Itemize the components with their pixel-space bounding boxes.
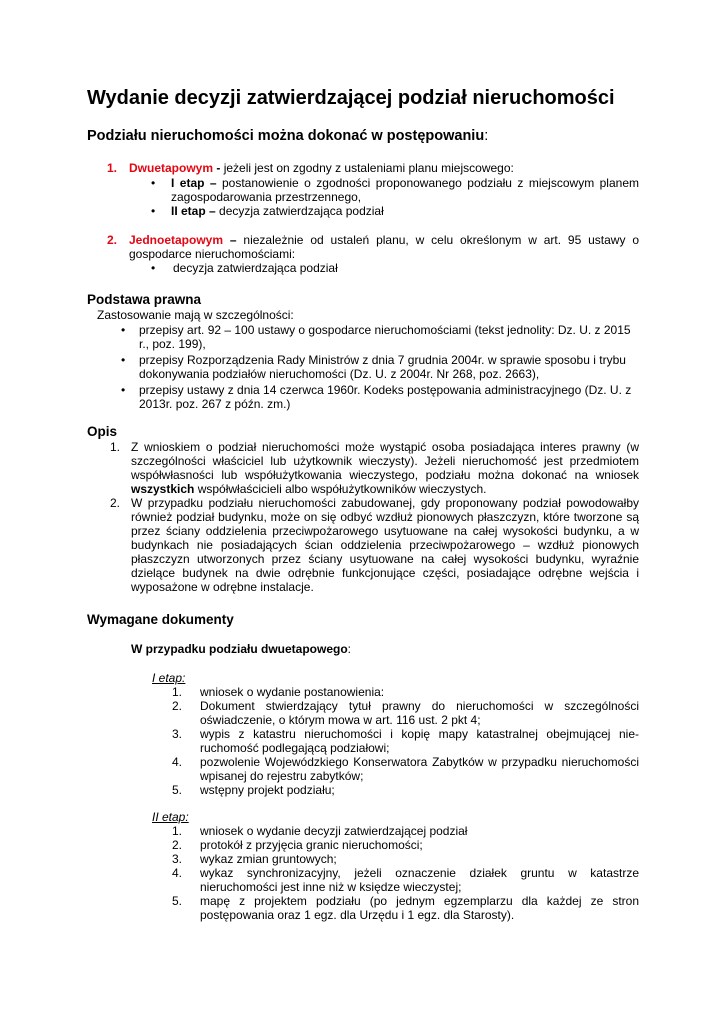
opis-text: W przypadku podziału nieruchomości zabudowanej, gdy proponowany podział powodowałby również podział budynku, może on się odbyć wzdłuż pionowych płaszczyzn, które tworzone są przez ściany oddzielenia przeciwpożarowego usytuowane na całej wysokości budynku, a w budynkach nie posiadających ścian oddzielenia przeciwpożarowego – wzdłuż pionowych płaszczyzn utworzonych przez ściany usytuowane na całej wysokości budynku, wyraźnie dzielące budynek na dwie odrębnie funkcjonujące części, posiadające odrębne wejścia i wyposażone w odrębne instalacje. xyxy=(131,496,639,594)
page-title: Wydanie decyzji zatwierdzającej podział nieruchomości xyxy=(87,87,615,109)
doc-text: pozwolenie Wojewódzkiego Konserwatora Zabytków w przypadku nieruchomości wpisanej do rejestru zabytków; xyxy=(200,755,639,783)
doc-number: 5. xyxy=(172,894,183,908)
doc-number: 3. xyxy=(172,852,183,866)
opis-item xyxy=(110,496,639,594)
doc-text: wniosek o wydanie postanowienia: xyxy=(200,685,385,699)
bullet-icon: • xyxy=(151,176,156,190)
bullet-text: postanowienie o zgodności proponowanego podziału z miejscowym planem zagospodarowania przestrzennego, xyxy=(171,176,639,204)
doc-item xyxy=(172,824,639,838)
doc-number: 2. xyxy=(172,699,183,713)
stage-1-label: I etap: xyxy=(152,671,186,685)
intro-heading xyxy=(87,127,488,145)
doc-item xyxy=(172,894,639,922)
bullet-icon: • xyxy=(121,323,126,337)
bullet-bold: I etap – xyxy=(171,176,217,190)
procedure-number: 2. xyxy=(107,233,118,247)
doc-text: Dokument stwierdzający tytuł prawny do nieruchomości w szczególności oświadczenie, o którym mowa w art. 116 ust. 2 pkt 4; xyxy=(200,699,639,727)
doc-item xyxy=(172,755,639,783)
procedure-item-1 xyxy=(107,161,639,218)
doc-number: 1. xyxy=(172,685,183,699)
bullet-item xyxy=(107,261,639,275)
doc-item xyxy=(172,838,639,852)
stage-1-list xyxy=(172,685,639,797)
procedure-desc: niezależnie od ustaleń planu, w celu określonym w art. 95 ustawy o gospodarce nieruchomościami: xyxy=(129,233,640,261)
bullet-text: decyzja zatwierdzająca podział xyxy=(173,261,338,275)
legal-heading: Podstawa prawna xyxy=(87,292,202,307)
legal-item-text: przepisy Rozporządzenia Rady Ministrów z dnia 7 grudnia 2004r. w sprawie sposobu i trybu dokonywania podziałów nieruchomości (Dz. U. z 2004r. Nr 268, poz. 2663), xyxy=(139,353,626,381)
procedure-separator: - xyxy=(213,161,224,175)
doc-text: wykaz zmian gruntowych; xyxy=(200,852,337,866)
bullet-icon: • xyxy=(151,204,156,218)
doc-text: wstępny projekt podziału; xyxy=(200,783,335,797)
bullet-icon: • xyxy=(121,383,126,397)
procedure-item-2 xyxy=(107,233,639,275)
procedure-name: Jednoetapowym xyxy=(129,233,224,247)
doc-text: wniosek o wydanie decyzji zatwierdzającej podział xyxy=(200,824,468,838)
opis-item xyxy=(110,440,639,496)
bullet-text: decyzja zatwierdzająca podział xyxy=(215,204,384,218)
bullet-icon: • xyxy=(121,353,126,367)
doc-item xyxy=(172,783,639,797)
doc-number: 5. xyxy=(172,783,183,797)
doc-number: 3. xyxy=(172,727,183,741)
doc-text: mapę z projektem podziału (po jednym egzemplarzu dla każdej ze stron postępowania oraz 1 egz. dla Urzędu i 1 egz. dla Starosty). xyxy=(200,894,639,922)
opis-text: Z wnioskiem o podział nieruchomości może wystąpić osoba posiadająca interes prawny (w szczególności właściciel lub użytkownik wieczysty). Jeżeli nieruchomość jest przedmiotem współwłasności lub współużytkowania wieczystego, podziału można dokonać na wniosek xyxy=(131,440,639,482)
legal-item-text: przepisy art. 92 – 100 ustawy o gospodarce nieruchomościami (tekst jednolity: Dz. U. z 2015 r., poz. 199), xyxy=(139,323,631,351)
doc-item xyxy=(172,727,639,755)
stage-2-label: II etap: xyxy=(152,810,189,824)
bullet-icon: • xyxy=(151,261,156,275)
doc-text: protokół z przyjęcia granic nieruchomości; xyxy=(200,838,423,852)
doc-number: 4. xyxy=(172,866,183,880)
doc-number: 2. xyxy=(172,838,183,852)
doc-item xyxy=(172,852,639,866)
stage-2-list xyxy=(172,824,639,922)
bullet-item xyxy=(107,176,639,204)
doc-text: wypis z katastru nieruchomości i kopię mapy katastralnej obejmującej nie-ruchomość podlegającą podziałowi; xyxy=(200,727,639,755)
doc-number: 1. xyxy=(172,824,183,838)
legal-item xyxy=(121,383,639,411)
bullet-item xyxy=(107,204,639,218)
intro-heading-text: Podziału nieruchomości można dokonać w postępowaniu xyxy=(87,128,485,144)
opis-number: 1. xyxy=(110,440,121,454)
doc-item xyxy=(172,685,639,699)
procedure-desc: jeżeli jest on zgodny z ustaleniami planu miejscowego: xyxy=(223,161,514,175)
procedure-separator: – xyxy=(223,233,244,247)
doc-number: 4. xyxy=(172,755,183,769)
procedure-number: 1. xyxy=(107,161,118,175)
opis-heading: Opis xyxy=(87,424,118,439)
legal-item xyxy=(121,323,639,351)
bullet-bold: II etap – xyxy=(171,204,216,218)
opis-number: 2. xyxy=(110,496,121,510)
procedure-name: Dwuetapowym xyxy=(129,161,214,175)
doc-text: wykaz synchronizacyjny, jeżeli oznaczenie działek gruntu w katastrze nieruchomości jest inne niż w księdze wieczystej; xyxy=(200,866,639,894)
docs-subheading xyxy=(131,642,351,656)
docs-heading: Wymagane dokumenty xyxy=(87,612,234,627)
legal-lead: Zastosowanie mają w szczególności: xyxy=(97,308,294,322)
legal-list xyxy=(121,323,639,411)
docs-subheading-text: W przypadku podziału dwuetapowego xyxy=(131,642,348,656)
legal-item xyxy=(121,353,639,381)
opis-bold: wszystkich xyxy=(131,482,195,496)
opis-text-tail: współwłaścicieli albo współużytkowników wieczystych. xyxy=(194,482,487,496)
doc-item xyxy=(172,866,639,894)
docs-subheading-colon: : xyxy=(347,642,352,656)
intro-heading-colon: : xyxy=(484,128,489,144)
doc-item xyxy=(172,699,639,727)
opis-list xyxy=(110,440,639,594)
legal-item-text: przepisy ustawy z dnia 14 czerwca 1960r. Kodeks postępowania administracyjnego (Dz. U. z 2013r. poz. 267 z późn. zm.) xyxy=(139,383,632,411)
